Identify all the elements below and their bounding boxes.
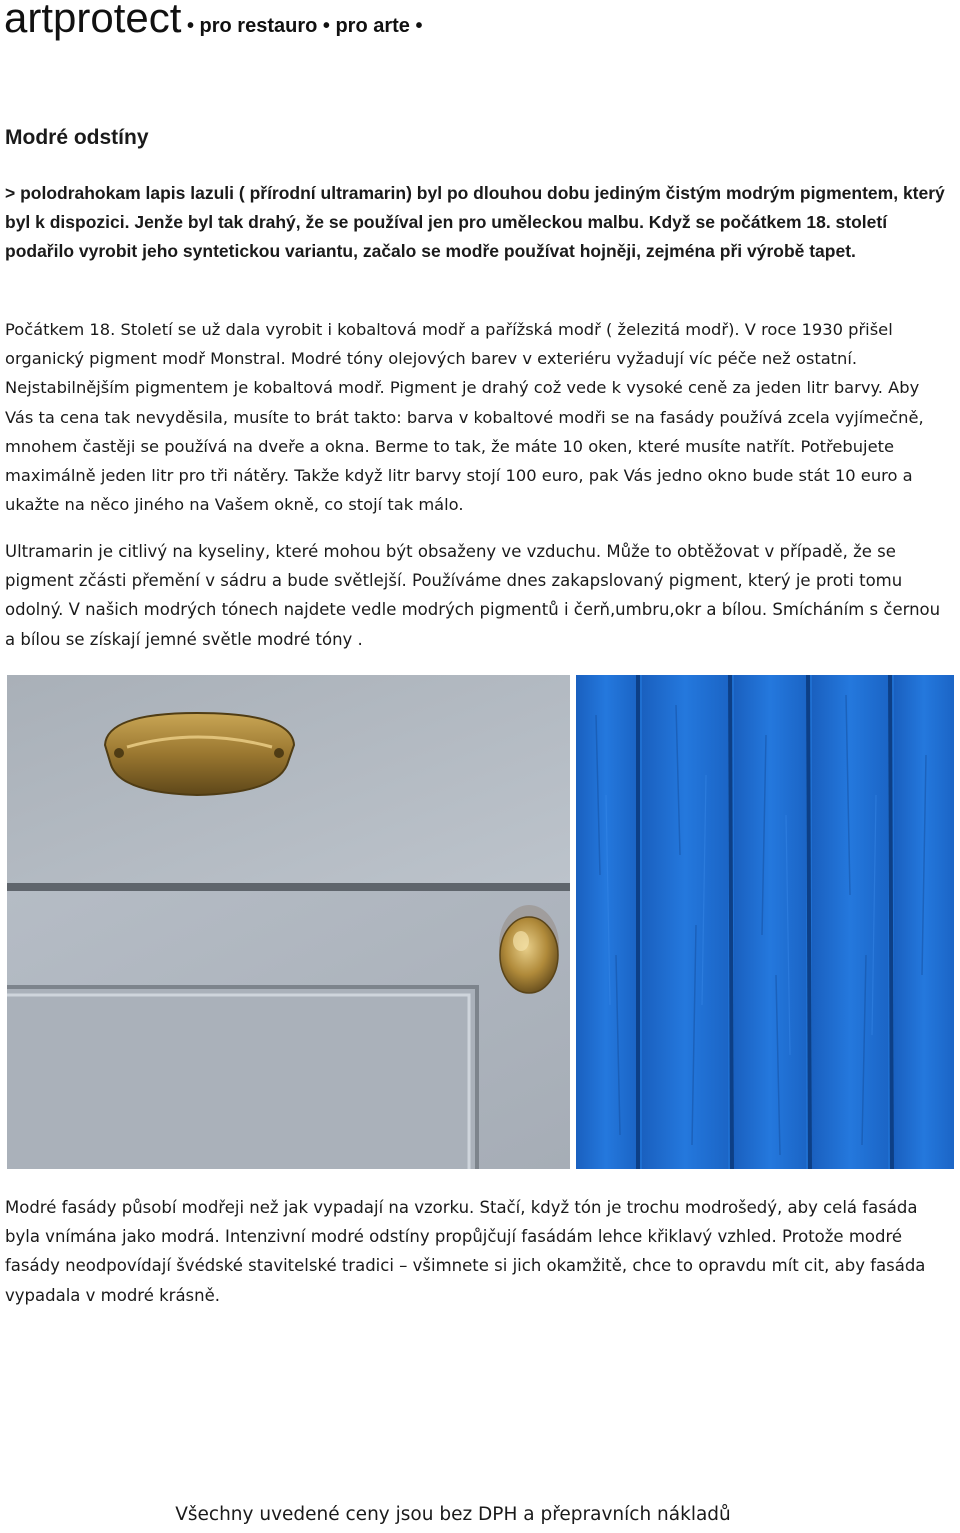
pigment-paragraph: Počátkem 18. Století se už dala vyrobit i kobaltová modř a pařížská modř ( železitá modř). V roce 1930 přišel organický pigment modř Monstral. Modré tóny olejových barev v exteriéru vyžadují víc péče než ostatní. Nejstabilnějším pigmentem je kobaltová modř. Pigment je drahý což vede k vysoké ceně za jeden litr barvy. Aby Vás ta cena tak nevyděsila, musíte to brát takto: barva v kobaltové modři se na fasády používá zcela vyjímečně, mnohem častěji se používá na dveře a okna. Berme to tak, že máte 10 oken, které musíte natřít. Potřebujete maximálně jeden litr pro tři nátěry. Takže když litr barvy stojí 100 euro, pak Vás jedno okno bude stát 10 euro a ukažte na něco jiného na Vašem okně, co stojí tak málo. (5, 320, 924, 515)
intro-paragraph: > polodrahokam lapis lazuli ( přírodní ultramarin) byl po dlouhou dobu jediným čistým modrým pigmentem, který byl k dispozici. Jenže byl tak drahý, že se používal jen pro uměleckou malbu. Když se počátkem 18. století podařilo vyrobit jeho syntetickou variantu, začalo se modře používat hojněji, zejména při výrobě tapet. (5, 183, 945, 262)
page-title: Modré odstíny (5, 126, 149, 149)
brand-name: artprotect (4, 0, 182, 41)
brand-tagline: • pro restauro • pro arte • (181, 15, 423, 37)
site-header (4, 0, 422, 42)
grey-blue-drawers-photo (7, 675, 570, 1169)
facade-paragraph: Modré fasády působí modřeji než jak vypadají na vzorku. Stačí, když tón je trochu modrošedý, aby celá fasáda byla vnímána jako modrá. Intenzivní modré odstíny propůjčují fasádám lehce křiklavý vzhled. Protože modré fasády neodpovídají švédské stavitelské tradici – všimnete si jich okamžitě, chce to opravdu mít cit, aby fasáda vypadala v modré krásně. (5, 1198, 926, 1305)
ultramarine-paragraph: Ultramarin je citlivý na kyseliny, které mohou být obsaženy ve vzduchu. Může to obtěžovat v případě, že se pigment zčásti přemění v sádru a bude světlejší. Používáme dnes zakapslovaný pigment, který je proti tomu odolný. V našich modrých tónech najdete vedle modrých pigmentů i čerň,umbru,okr a bílou. Smícháním s černou a bílou se získají jemné světle modré tóny . (5, 542, 941, 649)
footer-note: Všechny uvedené ceny jsou bez DPH a přepravních nákladů (175, 1504, 731, 1525)
cobalt-blue-boards-photo (576, 675, 954, 1169)
